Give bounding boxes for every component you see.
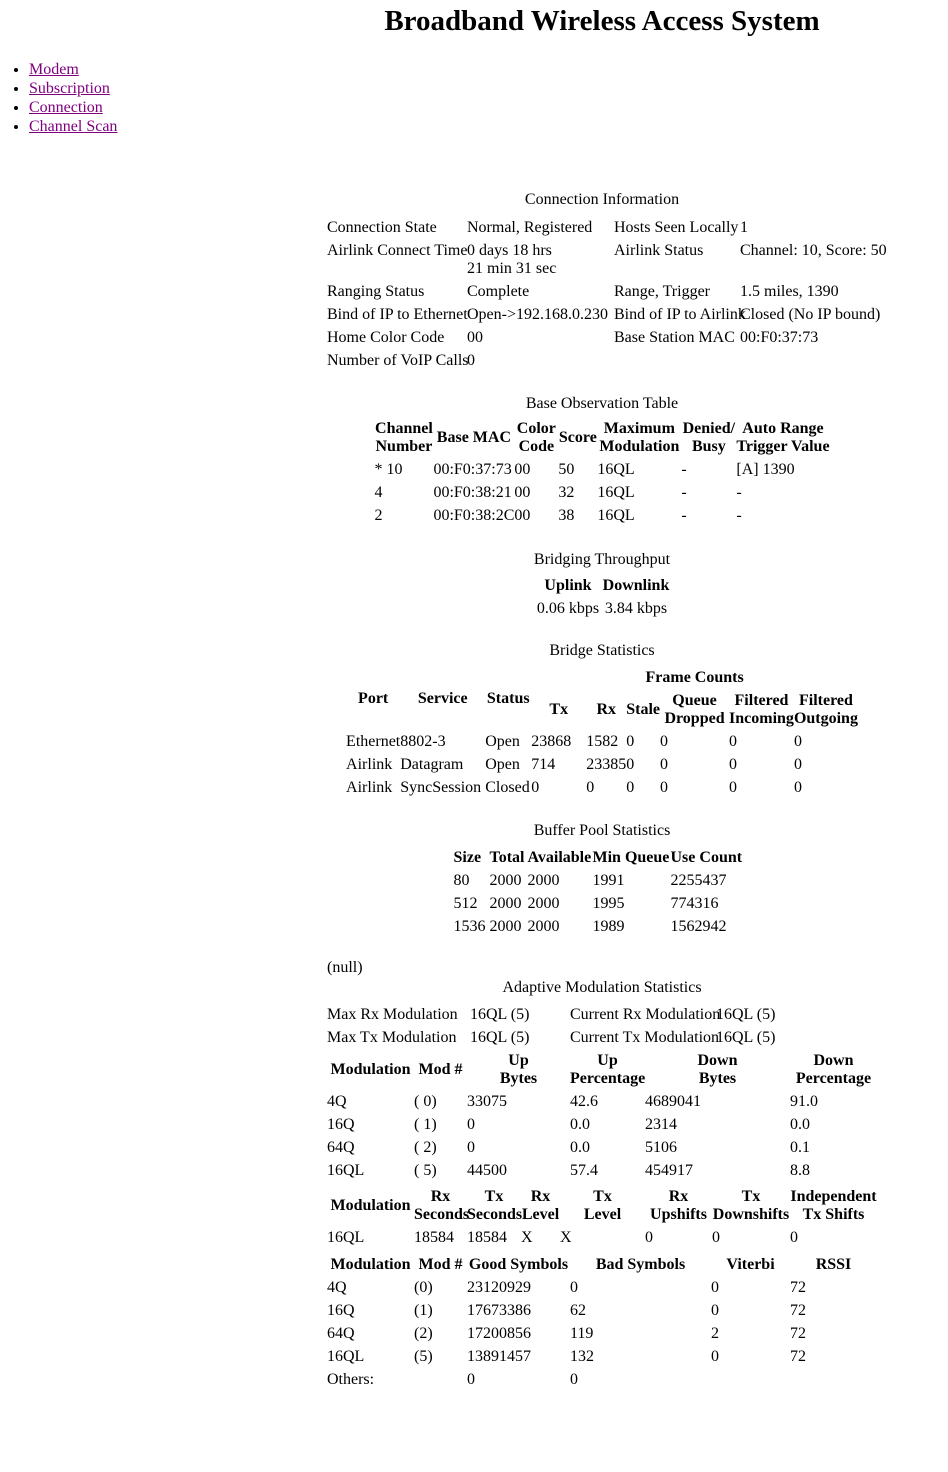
table-cell: 0 <box>645 1229 653 1246</box>
table-row <box>534 600 670 618</box>
table-cell: ( 5) <box>414 1162 437 1179</box>
table-cell: [A] 1390 <box>736 461 795 478</box>
table-cell: 4 <box>374 484 383 501</box>
table-row <box>346 733 858 751</box>
table-cell <box>711 1371 790 1389</box>
table-cell: 0 <box>729 733 738 750</box>
table-cell: 0 <box>711 1302 719 1319</box>
table-cell: 16QL <box>327 1348 365 1365</box>
table-cell: * 10 <box>374 461 403 478</box>
table-cell: 3.84 kbps <box>604 600 668 617</box>
table-row <box>327 329 877 347</box>
table-cell: Bind of IP to Ethernet <box>327 306 468 323</box>
table-cell: Current Tx Modulation <box>570 1029 720 1046</box>
column-header: Tx <box>549 701 569 718</box>
table-cell: 1995 <box>592 895 625 912</box>
table-cell: 16QL (5) <box>716 1029 776 1046</box>
table-cell: 454917 <box>645 1162 693 1179</box>
table-cell: 8.8 <box>790 1162 810 1179</box>
table-cell: 2000 <box>489 895 522 912</box>
column-header: Rx Seconds <box>414 1188 470 1223</box>
table-row <box>374 484 829 502</box>
table-cell: ( 1) <box>414 1116 437 1133</box>
table-cell: 16QL <box>327 1162 365 1179</box>
table-cell: - <box>681 484 687 501</box>
table-cell: 0 <box>626 756 635 773</box>
header-row <box>534 577 670 595</box>
column-header: Modulation <box>330 1256 411 1273</box>
table-cell: Max Rx Modulation <box>327 1006 458 1023</box>
table-cell: Ethernet <box>346 733 401 750</box>
table-cell: Ranging Status <box>327 283 425 300</box>
table-cell: Open->192.168.0.230 <box>467 306 609 323</box>
column-header: Rx <box>596 701 617 718</box>
table-cell: Airlink Connect Time <box>327 242 468 259</box>
modulation-link-stats-table <box>327 1183 877 1252</box>
column-header: Down Percentage <box>795 1052 872 1087</box>
column-header: Uplink <box>544 577 592 594</box>
nav-item-channel-scan <box>29 117 117 136</box>
table-cell: Datagram <box>400 756 464 773</box>
column-header: Available <box>527 849 592 866</box>
table-cell: 16QL (5) <box>716 1006 776 1023</box>
column-header: Queue Dropped <box>664 692 725 727</box>
column-header: Status <box>486 689 530 707</box>
table-cell: 00:F0:38:2C <box>433 507 515 524</box>
table-cell: 132 <box>570 1348 594 1365</box>
table-cell: Normal, Registered <box>467 219 593 236</box>
table-cell: 1562942 <box>670 918 727 935</box>
table-row <box>327 1116 877 1134</box>
table-cell: 16QL (5) <box>470 1006 530 1023</box>
table-cell: 0 <box>793 779 802 796</box>
column-header: Modulation <box>330 1061 411 1078</box>
column-header: Mod # <box>418 1256 463 1273</box>
connection-information-caption: Connection Information <box>524 191 680 208</box>
table-cell: 4Q <box>327 1093 347 1110</box>
nav-link-channel-scan[interactable]: Channel Scan <box>29 118 118 135</box>
table-cell: Range, Trigger <box>614 283 710 300</box>
table-cell: 13891457 <box>467 1348 531 1365</box>
table-cell: 00:F0:38:21 <box>433 484 512 501</box>
table-cell: X <box>560 1229 572 1246</box>
header-row <box>327 1256 877 1274</box>
table-cell: 2000 <box>489 918 522 935</box>
column-header: Port <box>358 689 389 707</box>
table-cell: 0.1 <box>790 1139 810 1156</box>
column-header: Tx Seconds <box>467 1188 523 1223</box>
table-cell: 0 <box>467 1116 475 1133</box>
table-cell: Closed (No IP bound) <box>740 306 881 323</box>
table-cell: 80 <box>453 872 470 889</box>
table-cell: 2000 <box>489 872 522 889</box>
table-cell: 0 <box>626 779 635 796</box>
table-cell: Connection State <box>327 219 437 236</box>
table-cell: 0.0 <box>570 1139 590 1156</box>
table-row <box>327 242 877 278</box>
column-header: Modulation <box>330 1197 411 1214</box>
table-cell: 714 <box>531 756 556 773</box>
table-cell: 4Q <box>327 1279 347 1296</box>
column-header: Min Queue <box>592 849 670 866</box>
table-row <box>327 283 877 301</box>
table-cell: 00:F0:37:73 <box>433 461 512 478</box>
table-row <box>346 756 858 774</box>
table-cell: 0 <box>626 733 635 750</box>
table-cell: 16QL <box>597 507 635 524</box>
table-row <box>327 306 877 324</box>
table-cell: 0 days 18 hrs 21 min 31 sec <box>467 242 557 277</box>
table-cell: 32 <box>558 484 575 501</box>
header-row <box>327 1052 877 1088</box>
header-row <box>454 849 751 867</box>
column-header: Stale <box>626 701 661 718</box>
table-cell: 1991 <box>592 872 625 889</box>
buffer-pool-table <box>454 844 751 941</box>
column-header: Channel Number <box>375 420 433 455</box>
table-row <box>327 1302 877 1320</box>
column-header: Mod # <box>418 1061 463 1078</box>
table-cell: 4689041 <box>645 1093 701 1110</box>
table-cell: 16Q <box>327 1302 355 1319</box>
header-row <box>327 1188 877 1224</box>
table-row <box>327 1279 877 1297</box>
column-header: Viterbi <box>726 1256 775 1273</box>
table-cell: 64Q <box>327 1139 355 1156</box>
table-cell: Current Rx Modulation <box>570 1006 721 1023</box>
table-row <box>327 1162 877 1180</box>
table-cell: 0 <box>711 1348 719 1365</box>
frame-counts-group-header: Frame Counts <box>645 669 744 686</box>
adaptive-modulation-caption: Adaptive Modulation Statistics <box>502 979 702 996</box>
table-cell: 17200856 <box>467 1325 531 1342</box>
table-cell: - <box>736 507 742 524</box>
table-cell: 0 <box>793 733 802 750</box>
table-cell: 38 <box>558 507 575 524</box>
table-cell: 0 <box>729 779 738 796</box>
table-cell: Max Tx Modulation <box>327 1029 457 1046</box>
table-cell: (5) <box>414 1348 433 1365</box>
table-cell: ( 2) <box>414 1139 437 1156</box>
table-cell: - <box>681 461 687 478</box>
table-cell: 16QL <box>327 1229 365 1246</box>
main-content <box>327 5 887 1394</box>
table-cell: 0.0 <box>570 1116 590 1133</box>
modulation-summary-table <box>327 1001 877 1052</box>
column-header: Score <box>558 429 597 446</box>
modulation-byte-stats-table <box>327 1047 877 1185</box>
column-header: Rx Upshifts <box>650 1188 707 1223</box>
table-cell: Hosts Seen Locally <box>614 219 739 236</box>
table-cell: 42.6 <box>570 1093 598 1110</box>
table-cell: 0 <box>467 1371 475 1388</box>
table-cell: (2) <box>414 1325 433 1342</box>
nav-item-modem <box>29 60 117 79</box>
table-cell: 23868 <box>531 733 572 750</box>
column-header: Maximum Modulation <box>599 420 680 455</box>
table-cell: 00 <box>514 461 531 478</box>
bridging-throughput-caption: Bridging Throughput <box>533 551 671 568</box>
table-row <box>327 1029 877 1047</box>
table-cell: 1989 <box>592 918 625 935</box>
table-cell: 16QL <box>597 484 635 501</box>
table-cell: 44500 <box>467 1162 507 1179</box>
column-header: Base MAC <box>436 429 512 446</box>
table-cell: Others: <box>327 1371 375 1388</box>
table-cell: 72 <box>790 1279 806 1296</box>
column-header: Rx Level <box>521 1188 560 1223</box>
table-cell: 5106 <box>645 1139 677 1156</box>
table-cell: 0 <box>790 1229 798 1246</box>
base-observation-table <box>374 415 829 530</box>
table-cell: 2000 <box>527 895 560 912</box>
table-cell: 50 <box>558 461 575 478</box>
table-cell: 00 <box>514 484 531 501</box>
bridge-statistics-caption: Bridge Statistics <box>549 642 655 659</box>
column-header: RSSI <box>815 1256 852 1273</box>
table-cell: 16Q <box>327 1116 355 1133</box>
table-cell: - <box>736 484 742 501</box>
null-placeholder-text: (null) <box>327 959 363 976</box>
column-header: Service <box>417 689 468 707</box>
table-row <box>454 918 751 936</box>
page-title: Broadband Wireless Access System <box>384 5 820 37</box>
column-header: Down Bytes <box>697 1052 738 1087</box>
table-cell: 23385 <box>586 756 627 773</box>
table-cell: 00 <box>514 507 531 524</box>
column-header: Size <box>453 849 482 866</box>
nav-list <box>8 60 117 136</box>
column-header: Filtered Outgoing <box>793 692 858 727</box>
table-cell: 2 <box>711 1325 719 1342</box>
table-cell: Closed <box>485 779 530 796</box>
table-row <box>327 1348 877 1366</box>
column-header: Bad Symbols <box>595 1256 686 1273</box>
modulation-symbol-stats-table <box>327 1251 877 1394</box>
table-cell: 0 <box>570 1371 578 1388</box>
table-row <box>327 1371 877 1389</box>
table-cell: Channel: 10, Score: 50 <box>740 242 887 259</box>
table-cell: 0 <box>660 779 669 796</box>
table-cell <box>790 1371 877 1389</box>
table-cell: 1 <box>740 219 748 236</box>
table-cell: (0) <box>414 1279 433 1296</box>
table-cell: 16QL (5) <box>470 1029 530 1046</box>
table-row <box>327 1139 877 1157</box>
table-cell: Airlink Status <box>614 242 704 259</box>
table-cell: 91.0 <box>790 1093 818 1110</box>
table-cell: Airlink <box>346 779 393 796</box>
table-row <box>346 779 858 797</box>
nav-link-subscription[interactable]: Subscription <box>29 80 110 97</box>
table-cell: 0 <box>712 1229 720 1246</box>
table-cell: Number of VoIP Calls <box>327 352 469 369</box>
nav-link-modem[interactable]: Modem <box>29 61 79 78</box>
table-cell: 57.4 <box>570 1162 598 1179</box>
table-row <box>327 1093 877 1111</box>
column-header: Tx Level <box>583 1188 622 1223</box>
table-cell: 0.0 <box>790 1116 810 1133</box>
column-header: Auto Range Trigger Value <box>736 420 830 455</box>
table-row <box>374 507 829 525</box>
table-cell: 0.06 kbps <box>536 600 600 617</box>
table-cell: 64Q <box>327 1325 355 1342</box>
column-header: Denied/ Busy <box>682 420 736 455</box>
table-cell: X <box>521 1229 533 1246</box>
table-cell: 8802-3 <box>400 733 446 750</box>
base-observation-caption: Base Observation Table <box>525 395 679 412</box>
table-cell: 16QL <box>597 461 635 478</box>
nav-item-connection <box>29 98 117 117</box>
table-cell: 2255437 <box>670 872 727 889</box>
column-header: Up Percentage <box>570 1052 646 1087</box>
table-row <box>454 895 751 913</box>
table-row <box>327 1325 877 1343</box>
table-cell: - <box>681 507 687 524</box>
table-cell: 119 <box>570 1325 594 1342</box>
sidebar-nav <box>8 60 117 136</box>
table-cell: 2000 <box>527 872 560 889</box>
table-cell: ( 0) <box>414 1093 437 1110</box>
table-cell: 2 <box>374 507 383 524</box>
table-row <box>327 219 877 237</box>
header-row <box>346 669 858 687</box>
table-row <box>327 352 877 370</box>
table-row <box>327 1006 877 1024</box>
bridging-throughput-table <box>534 572 670 623</box>
table-cell: 72 <box>790 1348 806 1365</box>
table-row <box>327 1229 877 1247</box>
nav-item-subscription <box>29 79 117 98</box>
table-cell: (1) <box>414 1302 433 1319</box>
bridge-statistics-table <box>346 664 858 802</box>
table-cell <box>614 352 740 370</box>
table-cell: 0 <box>467 352 475 369</box>
table-row <box>454 872 751 890</box>
nav-link-connection[interactable]: Connection <box>29 99 103 116</box>
table-cell: 18584 <box>467 1229 507 1246</box>
table-cell: Base Station MAC <box>614 329 735 346</box>
table-cell: Home Color Code <box>327 329 445 346</box>
connection-information-table <box>327 214 887 375</box>
table-cell: 0 <box>660 756 669 773</box>
table-cell: 2314 <box>645 1116 677 1133</box>
table-cell: 00:F0:37:73 <box>740 329 819 346</box>
column-header: Color Code <box>516 420 556 455</box>
table-row <box>374 461 829 479</box>
column-header: Up Bytes <box>499 1052 538 1087</box>
table-cell: 512 <box>453 895 478 912</box>
table-cell: 72 <box>790 1325 806 1342</box>
column-header: Tx Downshifts <box>712 1188 790 1223</box>
table-cell: 0 <box>660 733 669 750</box>
buffer-pool-caption: Buffer Pool Statistics <box>533 822 671 839</box>
column-header: Total <box>489 849 525 866</box>
table-cell: 0 <box>793 756 802 773</box>
table-cell: Airlink <box>346 756 393 773</box>
table-cell: 0 <box>570 1279 578 1296</box>
column-header: Filtered Incoming <box>729 692 794 727</box>
column-header: Downlink <box>602 577 670 594</box>
table-cell: 23120929 <box>467 1279 531 1296</box>
table-cell <box>414 1371 467 1389</box>
table-cell: 18584 <box>414 1229 454 1246</box>
table-cell: 0 <box>467 1139 475 1156</box>
table-cell: 72 <box>790 1302 806 1319</box>
header-row <box>374 420 829 456</box>
table-cell: 00 <box>467 329 483 346</box>
table-cell: 0 <box>711 1279 719 1296</box>
column-header: Good Symbols <box>468 1256 569 1273</box>
table-cell: 0 <box>586 779 595 796</box>
table-cell <box>740 352 877 370</box>
table-cell: 0 <box>729 756 738 773</box>
column-header: Use Count <box>670 849 743 866</box>
table-cell: 2000 <box>527 918 560 935</box>
table-cell: Open <box>485 756 520 773</box>
table-cell: 1.5 miles, 1390 <box>740 283 839 300</box>
table-cell: 1536 <box>453 918 486 935</box>
table-cell: Bind of IP to Airlink <box>614 306 746 323</box>
table-cell: 33075 <box>467 1093 507 1110</box>
table-cell: 0 <box>531 779 540 796</box>
table-cell: 62 <box>570 1302 586 1319</box>
table-cell: 17673386 <box>467 1302 531 1319</box>
table-cell: Complete <box>467 283 530 300</box>
table-cell: Open <box>485 733 520 750</box>
table-cell: 1582 <box>586 733 619 750</box>
table-cell: SyncSession <box>400 779 482 796</box>
column-header: Independent Tx Shifts <box>790 1188 877 1223</box>
table-cell: 774316 <box>670 895 719 912</box>
